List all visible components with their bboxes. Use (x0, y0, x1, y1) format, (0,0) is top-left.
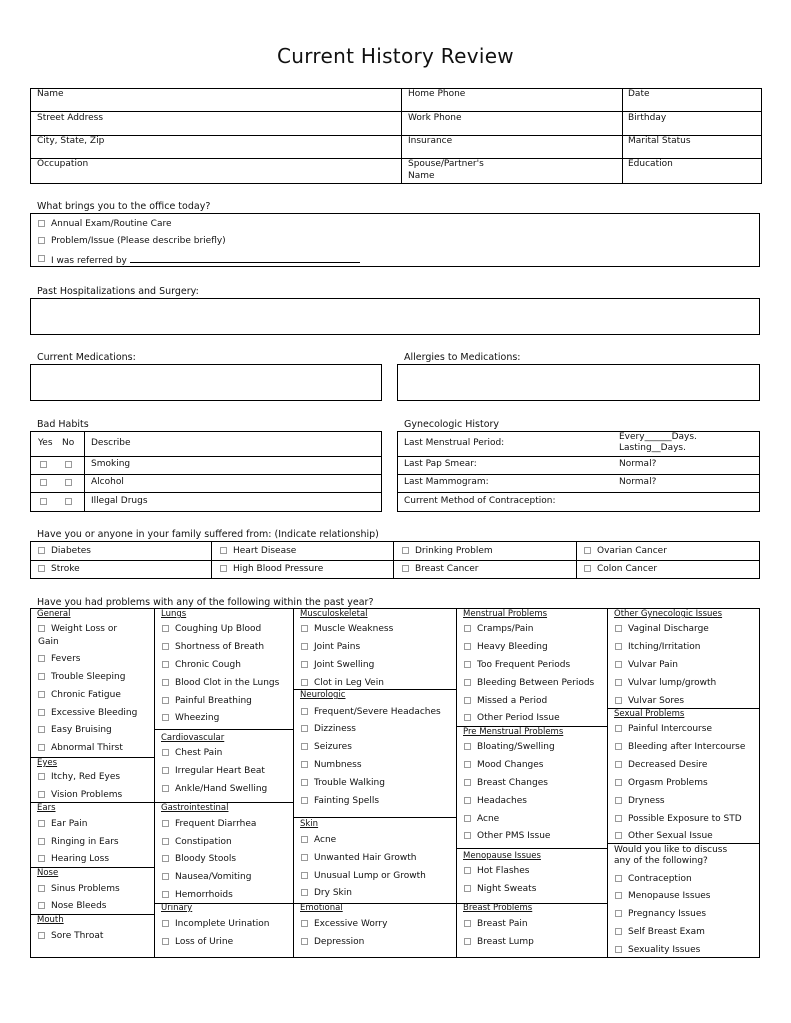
pms-other-issue[interactable]: Other PMS Issue (464, 831, 550, 842)
date-field[interactable]: Date (628, 89, 650, 99)
family-breast-cancer[interactable]: Breast Cancer (402, 564, 479, 575)
emotional-excessive-worry[interactable]: Excessive Worry (301, 919, 387, 930)
checkbox[interactable] (38, 565, 45, 572)
neuro-headaches[interactable]: Frequent/Severe Headaches (301, 707, 441, 718)
checkbox[interactable] (615, 643, 622, 650)
neuro-seizures[interactable]: Seizures (301, 742, 352, 753)
checkbox[interactable] (162, 714, 169, 721)
checkbox[interactable] (464, 643, 471, 650)
visit-question: What brings you to the office today? (37, 201, 211, 212)
skin-acne[interactable]: Acne (301, 835, 336, 846)
checkbox[interactable] (464, 815, 471, 822)
habit-smoking: Smoking (91, 459, 131, 469)
checkbox[interactable] (615, 910, 622, 917)
bad-habits-label: Bad Habits (37, 419, 89, 430)
gyn-vulvar-sores[interactable]: Vulvar Sores (615, 696, 684, 707)
checkbox[interactable] (615, 625, 622, 632)
checkbox[interactable] (38, 885, 45, 892)
checkbox[interactable] (162, 855, 169, 862)
checkbox[interactable] (615, 761, 622, 768)
occupation-field[interactable]: Occupation (37, 159, 89, 169)
checkbox[interactable] (162, 697, 169, 704)
checkbox[interactable] (584, 547, 591, 554)
menstrual-bleeding-between[interactable]: Bleeding Between Periods (464, 678, 594, 689)
eyes-header: Eyes (37, 758, 58, 768)
spouse-field-line2: Name (408, 171, 435, 181)
visit-option-referred[interactable]: I was referred by (38, 254, 360, 267)
other-gyn-header: Other Gynecologic Issues (614, 609, 723, 619)
family-stroke[interactable]: Stroke (38, 564, 80, 575)
checkbox[interactable] (615, 697, 622, 704)
checkbox[interactable] (38, 820, 45, 827)
general-trouble-sleeping[interactable]: Trouble Sleeping (38, 672, 125, 683)
checkbox[interactable] (38, 220, 45, 227)
pre-menstrual-header: Pre Menstrual Problems (463, 727, 564, 737)
checkbox[interactable] (464, 885, 471, 892)
describe-header: Describe (91, 438, 131, 448)
menopause-night-sweats[interactable]: Night Sweats (464, 884, 536, 895)
checkbox[interactable] (162, 767, 169, 774)
pms-mood-changes[interactable]: Mood Changes (464, 760, 544, 771)
visit-option-annual[interactable]: Annual Exam/Routine Care (38, 219, 172, 230)
neuro-trouble-walking[interactable]: Trouble Walking (301, 778, 385, 789)
checkbox[interactable] (301, 938, 308, 945)
general-chronic-fatigue[interactable]: Chronic Fatigue (38, 690, 121, 701)
checkbox[interactable] (301, 854, 308, 861)
pms-acne[interactable]: Acne (464, 814, 499, 825)
pms-breast-changes[interactable]: Breast Changes (464, 778, 548, 789)
breast-pain[interactable]: Breast Pain (464, 919, 528, 930)
checkbox[interactable] (584, 565, 591, 572)
neuro-fainting[interactable]: Fainting Spells (301, 796, 379, 807)
checkbox[interactable] (615, 725, 622, 732)
contraception-method[interactable]: Current Method of Contraception: (404, 496, 556, 506)
checkbox[interactable] (464, 867, 471, 874)
name-field[interactable]: Name (37, 89, 64, 99)
urinary-header: Urinary (161, 903, 193, 913)
family-ovarian-cancer[interactable]: Ovarian Cancer (584, 546, 667, 557)
education-field[interactable]: Education (628, 159, 673, 169)
family-heart-disease[interactable]: Heart Disease (220, 546, 296, 557)
checkbox[interactable] (615, 661, 622, 668)
mouth-sore-throat[interactable]: Sore Throat (38, 931, 103, 942)
checkbox[interactable] (615, 892, 622, 899)
hospitalizations-label: Past Hospitalizations and Surgery: (37, 286, 199, 297)
musculo-clot-leg[interactable]: Clot in Leg Vein (301, 678, 384, 689)
neuro-dizziness[interactable]: Dizziness (301, 724, 356, 735)
lungs-header: Lungs (161, 609, 187, 619)
checkbox[interactable] (162, 938, 169, 945)
family-drinking-problem[interactable]: Drinking Problem (402, 546, 493, 557)
general-weight-loss[interactable]: Weight Loss or (38, 624, 117, 635)
checkbox[interactable] (402, 547, 409, 554)
checkbox[interactable] (301, 797, 308, 804)
cardio-irregular-heartbeat[interactable]: Irregular Heart Beat (162, 766, 265, 777)
musculo-weakness[interactable]: Muscle Weakness (301, 624, 393, 635)
work-phone-field[interactable]: Work Phone (408, 113, 462, 123)
checkbox[interactable] (301, 889, 308, 896)
last-menstrual-period[interactable]: Last Menstrual Period: (404, 438, 505, 448)
checkbox[interactable] (38, 855, 45, 862)
gyn-history-label: Gynecologic History (404, 419, 500, 430)
bad-habits-table (30, 431, 382, 512)
checkbox[interactable] (464, 920, 471, 927)
sexual-bleeding-after[interactable]: Bleeding after Intercourse (615, 742, 745, 753)
eyes-vision-problems[interactable]: Vision Problems (38, 790, 122, 801)
checkbox[interactable] (162, 625, 169, 632)
discuss-pregnancy[interactable]: Pregnancy Issues (615, 909, 706, 920)
discuss-menopause[interactable]: Menopause Issues (615, 891, 711, 902)
checkbox[interactable] (38, 547, 45, 554)
habit-alcohol: Alcohol (91, 477, 124, 487)
checkbox[interactable] (615, 946, 622, 953)
menstrual-problems-header: Menstrual Problems (463, 609, 548, 619)
checkbox[interactable] (464, 832, 471, 839)
emotional-header: Emotional (300, 903, 343, 913)
street-address-field[interactable]: Street Address (37, 113, 104, 123)
yes-header: Yes (38, 438, 53, 448)
checkbox[interactable] (301, 625, 308, 632)
sexual-decreased-desire[interactable]: Decreased Desire (615, 760, 707, 771)
gyn-itching[interactable]: Itching/Irritation (615, 642, 700, 653)
sexual-problems-header: Sexual Problems (614, 709, 685, 719)
checkbox[interactable] (162, 873, 169, 880)
neurologic-header: Neurologic (300, 690, 346, 700)
cardio-chest-pain[interactable]: Chest Pain (162, 748, 222, 759)
gyn-vaginal-discharge[interactable]: Vaginal Discharge (615, 624, 709, 635)
checkbox[interactable] (220, 547, 227, 554)
checkbox[interactable] (38, 655, 45, 662)
skin-unwanted-hair[interactable]: Unwanted Hair Growth (301, 853, 416, 864)
checkbox[interactable] (464, 797, 471, 804)
checkbox[interactable] (615, 797, 622, 804)
cycle-every-days[interactable]: Every______Days. (619, 432, 697, 442)
checkbox[interactable] (464, 625, 471, 632)
general-abnormal-thirst[interactable]: Abnormal Thirst (38, 743, 123, 754)
sexual-orgasm-problems[interactable]: Orgasm Problems (615, 778, 708, 789)
nose-header: Nose (37, 868, 59, 878)
menopause-header: Menopause Issues (463, 851, 541, 861)
cycle-lasting-days[interactable]: Lasting__Days. (619, 443, 686, 453)
allergies-label: Allergies to Medications: (404, 352, 521, 363)
musculo-joint-swelling[interactable]: Joint Swelling (301, 660, 374, 671)
habit-illegal-drugs: Illegal Drugs (91, 496, 148, 506)
checkbox[interactable] (464, 938, 471, 945)
checkbox[interactable] (162, 920, 169, 927)
checkbox[interactable] (38, 726, 45, 733)
cardio-ankle-swelling[interactable]: Ankle/Hand Swelling (162, 784, 267, 795)
page-title: Current History Review (277, 44, 514, 68)
gastro-constipation[interactable]: Constipation (162, 837, 232, 848)
family-high-blood-pressure[interactable]: High Blood Pressure (220, 564, 323, 575)
drugs-no-checkbox[interactable] (65, 498, 72, 505)
general-header: General (37, 609, 71, 619)
checkbox[interactable] (162, 820, 169, 827)
last-mammogram[interactable]: Last Mammogram: (404, 477, 489, 487)
checkbox[interactable] (615, 679, 622, 686)
checkbox[interactable] (301, 679, 308, 686)
checkbox[interactable] (301, 725, 308, 732)
drugs-yes-checkbox[interactable] (40, 498, 47, 505)
checkbox[interactable] (464, 697, 471, 704)
medications-input[interactable] (30, 364, 382, 401)
skin-dry-skin[interactable]: Dry Skin (301, 888, 352, 899)
musculo-joint-pains[interactable]: Joint Pains (301, 642, 360, 653)
last-pap-smear[interactable]: Last Pap Smear: (404, 459, 477, 469)
general-excessive-bleeding[interactable]: Excessive Bleeding (38, 708, 137, 719)
checkbox[interactable] (38, 791, 45, 798)
checkbox[interactable] (162, 891, 169, 898)
checkbox[interactable] (464, 761, 471, 768)
checkbox[interactable] (615, 875, 622, 882)
pms-bloating[interactable]: Bloating/Swelling (464, 742, 555, 753)
checkbox[interactable] (301, 743, 308, 750)
insurance-field[interactable]: Insurance (408, 136, 453, 146)
discuss-question-line2: any of the following? (614, 856, 708, 866)
discuss-sexuality[interactable]: Sexuality Issues (615, 945, 700, 956)
pms-headaches[interactable]: Headaches (464, 796, 527, 807)
checkbox[interactable] (38, 709, 45, 716)
checkbox[interactable] (38, 673, 45, 680)
discuss-self-breast-exam[interactable]: Self Breast Exam (615, 927, 705, 938)
no-header: No (62, 438, 75, 448)
lungs-chronic-cough[interactable]: Chronic Cough (162, 660, 241, 671)
checkbox[interactable] (464, 661, 471, 668)
general-weight-loss-line2: Gain (38, 637, 59, 647)
family-diabetes[interactable]: Diabetes (38, 546, 91, 557)
alcohol-no-checkbox[interactable] (65, 479, 72, 486)
checkbox[interactable] (301, 836, 308, 843)
hospitalizations-input[interactable] (30, 298, 760, 335)
lungs-wheezing[interactable]: Wheezing (162, 713, 219, 724)
checkbox[interactable] (38, 773, 45, 780)
ears-ear-pain[interactable]: Ear Pain (38, 819, 88, 830)
skin-header: Skin (300, 819, 319, 829)
visit-option-problem[interactable]: Problem/Issue (Please describe briefly) (38, 236, 226, 247)
discuss-question: Would you like to discuss (614, 845, 728, 855)
gastro-nausea-vomiting[interactable]: Nausea/Vomiting (162, 872, 251, 883)
mouth-header: Mouth (37, 915, 64, 925)
checkbox[interactable] (615, 832, 622, 839)
menstrual-missed-period[interactable]: Missed a Period (464, 696, 547, 707)
medications-label: Current Medications: (37, 352, 136, 363)
checkbox[interactable] (301, 872, 308, 879)
checkbox[interactable] (220, 565, 227, 572)
checkbox[interactable] (38, 744, 45, 751)
discuss-contraception[interactable]: Contraception (615, 874, 692, 885)
checkbox[interactable] (38, 255, 45, 262)
menstrual-cramps[interactable]: Cramps/Pain (464, 624, 533, 635)
mammogram-normal[interactable]: Normal? (619, 477, 657, 487)
checkbox[interactable] (162, 838, 169, 845)
lungs-painful-breathing[interactable]: Painful Breathing (162, 696, 252, 707)
checkbox[interactable] (38, 932, 45, 939)
nose-sinus-problems[interactable]: Sinus Problems (38, 884, 120, 895)
gyn-vulvar-lump[interactable]: Vulvar lump/growth (615, 678, 716, 689)
spouse-field[interactable]: Spouse/Partner's (408, 159, 484, 169)
sexual-other-issue[interactable]: Other Sexual Issue (615, 831, 713, 842)
checkbox[interactable] (301, 708, 308, 715)
sexual-std-exposure[interactable]: Possible Exposure to STD (615, 814, 742, 825)
checkbox[interactable] (301, 661, 308, 668)
cardiovascular-header: Cardiovascular (161, 733, 225, 743)
checkbox[interactable] (162, 643, 169, 650)
checkbox[interactable] (162, 661, 169, 668)
ears-header: Ears (37, 803, 56, 813)
checkbox[interactable] (38, 902, 45, 909)
menstrual-heavy-bleeding[interactable]: Heavy Bleeding (464, 642, 548, 653)
gastro-bloody-stools[interactable]: Bloody Stools (162, 854, 236, 865)
general-easy-bruising[interactable]: Easy Bruising (38, 725, 112, 736)
checkbox[interactable] (38, 838, 45, 845)
eyes-itchy-red[interactable]: Itchy, Red Eyes (38, 772, 120, 783)
checkbox[interactable] (162, 749, 169, 756)
menopause-hot-flashes[interactable]: Hot Flashes (464, 866, 529, 877)
gastrointestinal-header: Gastrointestinal (161, 803, 229, 813)
referred-by-line[interactable] (130, 254, 360, 263)
gyn-vulvar-pain[interactable]: Vulvar Pain (615, 660, 678, 671)
alcohol-yes-checkbox[interactable] (40, 479, 47, 486)
checkbox[interactable] (162, 679, 169, 686)
gastro-hemorrhoids[interactable]: Hemorrhoids (162, 890, 233, 901)
pap-normal[interactable]: Normal? (619, 459, 657, 469)
checkbox[interactable] (301, 761, 308, 768)
emotional-depression[interactable]: Depression (301, 937, 364, 948)
checkbox[interactable] (38, 237, 45, 244)
lungs-blood-clot[interactable]: Blood Clot in the Lungs (162, 678, 279, 689)
checkbox[interactable] (464, 679, 471, 686)
checkbox[interactable] (615, 779, 622, 786)
checkbox[interactable] (38, 625, 45, 632)
breast-lump[interactable]: Breast Lump (464, 937, 534, 948)
urinary-incomplete[interactable]: Incomplete Urination (162, 919, 270, 930)
checkbox[interactable] (615, 928, 622, 935)
smoking-no-checkbox[interactable] (65, 461, 72, 468)
checkbox[interactable] (301, 643, 308, 650)
family-history-question: Have you or anyone in your family suffered from: (Indicate relationship) (37, 529, 379, 540)
breast-problems-header: Breast Problems (463, 903, 533, 913)
home-phone-field[interactable]: Home Phone (408, 89, 466, 99)
checkbox[interactable] (464, 743, 471, 750)
checkbox[interactable] (464, 779, 471, 786)
urinary-loss-of-urine[interactable]: Loss of Urine (162, 937, 233, 948)
checkbox[interactable] (38, 691, 45, 698)
ears-ringing[interactable]: Ringing in Ears (38, 837, 119, 848)
checkbox[interactable] (402, 565, 409, 572)
neuro-numbness[interactable]: Numbness (301, 760, 362, 771)
lungs-coughing-blood[interactable]: Coughing Up Blood (162, 624, 261, 635)
checkbox[interactable] (464, 714, 471, 721)
smoking-yes-checkbox[interactable] (40, 461, 47, 468)
city-state-zip-field[interactable]: City, State, Zip (37, 136, 105, 146)
nose-nose-bleeds[interactable]: Nose Bleeds (38, 901, 106, 912)
checkbox[interactable] (301, 920, 308, 927)
gastro-frequent-diarrhea[interactable]: Frequent Diarrhea (162, 819, 256, 830)
musculoskeletal-header: Musculoskeletal (300, 609, 368, 619)
skin-unusual-lump[interactable]: Unusual Lump or Growth (301, 871, 426, 882)
general-fevers[interactable]: Fevers (38, 654, 80, 665)
checkbox[interactable] (301, 779, 308, 786)
marital-status-field[interactable]: Marital Status (628, 136, 691, 146)
menstrual-frequent-periods[interactable]: Too Frequent Periods (464, 660, 570, 671)
menstrual-other-issue[interactable]: Other Period Issue (464, 713, 560, 724)
ears-hearing-loss[interactable]: Hearing Loss (38, 854, 109, 865)
lungs-shortness-breath[interactable]: Shortness of Breath (162, 642, 264, 653)
sexual-dryness[interactable]: Dryness (615, 796, 665, 807)
family-colon-cancer[interactable]: Colon Cancer (584, 564, 657, 575)
birthday-field[interactable]: Birthday (628, 113, 667, 123)
sexual-painful-intercourse[interactable]: Painful Intercourse (615, 724, 712, 735)
checkbox[interactable] (162, 785, 169, 792)
allergies-input[interactable] (397, 364, 760, 401)
checkbox[interactable] (615, 815, 622, 822)
problems-question: Have you had problems with any of the following within the past year? (37, 597, 374, 608)
checkbox[interactable] (615, 743, 622, 750)
